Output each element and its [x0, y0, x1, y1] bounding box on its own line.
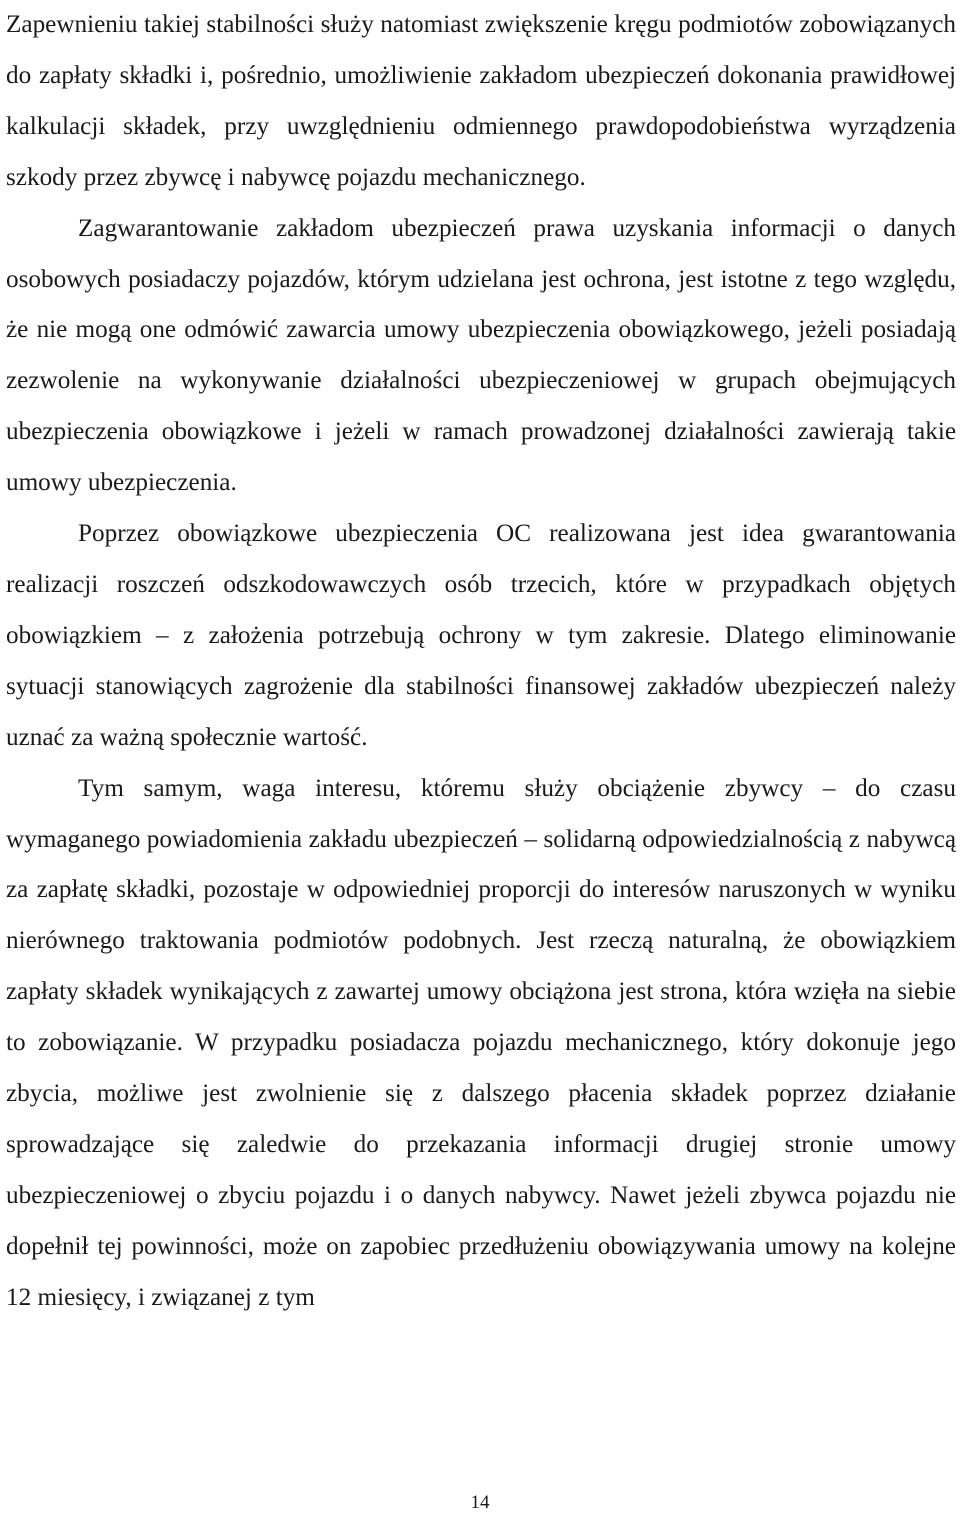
paragraph-4: Tym samym, waga interesu, któremu służy obciążenie zbywcy – do czasu wymaganego powiadomienia zakładu ubezpieczeń – solidarną odpowiedzialnością z nabywcą za zapłatę składki, pozostaje w odpowiedniej proporcji do interesów naruszonych w wyniku nierównego traktowania podmiotów podobnych. Jest rzeczą naturalną, że obowiązkiem zapłaty składek wynikających z zawartej umowy obciążona jest strona, która wzięła na siebie to zobowiązanie. W przypadku posiadacza pojazdu mechanicznego, który dokonuje jego zbycia, możliwe jest zwolnienie się z dalszego płacenia składek poprzez działanie sprowadzające się zaledwie do przekazania informacji drugiej stronie umowy ubezpieczeniowej o zbyciu pojazdu i o danych nabywcy. Nawet jeżeli zbywca pojazdu nie dopełnił tej powinności, może on zapobiec przedłużeniu obowiązywania umowy na kolejne 12 miesięcy, i związanej z tym: [6, 774, 956, 1311]
paragraph-3: Poprzez obowiązkowe ubezpieczenia OC realizowana jest idea gwarantowania realizacji roszczeń odszkodowawczych osób trzecich, które w przypadkach objętych obowiązkiem – z założenia potrzebują ochrony w tym zakresie. Dlatego eliminowanie sytuacji stanowiących zagrożenie dla stabilności finansowej zakładów ubezpieczeń należy uznać za ważną społecznie wartość.: [6, 520, 956, 751]
page-number: 14: [470, 1492, 490, 1513]
paragraph-1: Zapewnieniu takiej stabilności służy natomiast zwiększenie kręgu podmiotów zobowiązanych do zapłaty składki i, pośrednio, umożliwienie zakładom ubezpieczeń dokonania prawidłowej kalkulacji składek, przy uwzględnieniu odmiennego prawdopodobieństwa wyrządzenia szkody przez zbywcę i nabywcę pojazdu mechanicznego.: [6, 11, 956, 191]
document-page: [6, 0, 956, 1324]
paragraph-2: Zagwarantowanie zakładom ubezpieczeń prawa uzyskania informacji o danych osobowych posiadaczy pojazdów, którym udzielana jest ochrona, jest istotne z tego względu, że nie mogą one odmówić zawarcia umowy ubezpieczenia obowiązkowego, jeżeli posiadają zezwolenie na wykonywanie działalności ubezpieczeniowej w grupach obejmujących ubezpieczenia obowiązkowe i jeżeli w ramach prowadzonej działalności zawierają takie umowy ubezpieczenia.: [6, 214, 956, 497]
